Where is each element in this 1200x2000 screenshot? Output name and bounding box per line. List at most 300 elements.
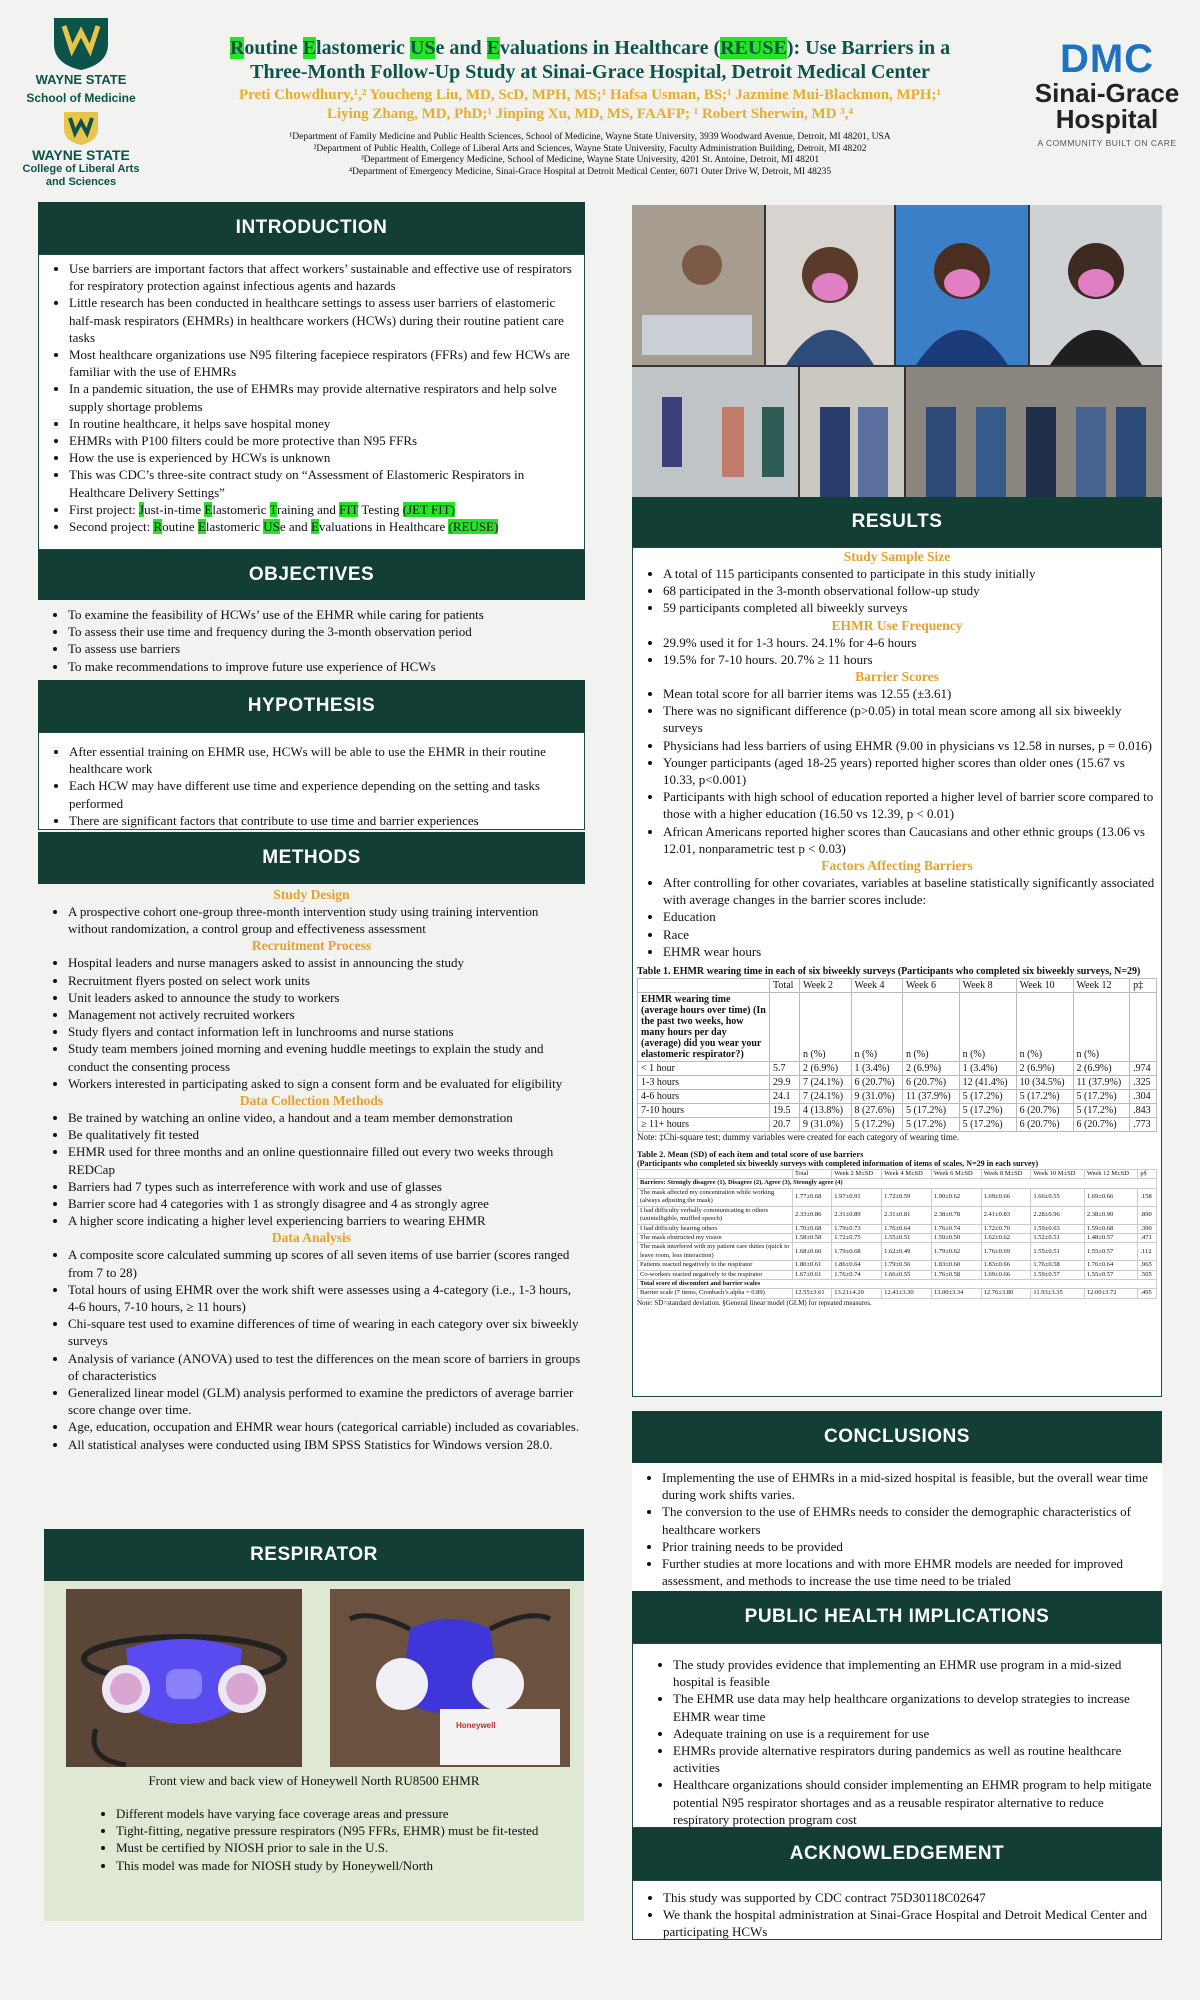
table-cell: 1.76±0.58 <box>931 1270 981 1279</box>
table-cell: 2.38±0.78 <box>931 1206 981 1224</box>
table-cell: n (%) <box>851 993 903 1062</box>
table-cell: 1.77±0.68 <box>793 1188 832 1206</box>
table-header: Week 12 <box>1073 979 1130 993</box>
subheading: Factors Affecting Barriers <box>821 858 973 874</box>
table-cell: 4-6 hours <box>638 1090 770 1104</box>
table-row <box>638 1090 1157 1104</box>
table-cell: 1.62±0.49 <box>882 1243 932 1261</box>
acknowledgement-list <box>637 1889 1157 1941</box>
table-group-label: Total score of discomfort and barrier scales <box>638 1279 1157 1288</box>
table-cell: 6 (20.7%) <box>851 1076 903 1090</box>
table-row <box>638 1261 1157 1270</box>
table-cell: 1.76±0.74 <box>931 1224 981 1233</box>
table-cell: EHMR wearing time (average hours over time) (In the past two weeks, how many hours per day (average) did you wear your elastomeric respirator?) <box>638 993 770 1062</box>
list-item: • Must be certified by NIOSH prior to sale in the U.S. <box>116 1839 566 1856</box>
list-item: • Be qualitatively fit tested <box>68 1126 581 1143</box>
methods-header: METHODS <box>38 832 585 884</box>
table1-caption: Table 1. EHMR wearing time in each of six biweekly surveys (Participants who completed six biweekly surveys, N=29) <box>637 966 1141 978</box>
table-cell: .505 <box>1138 1270 1157 1279</box>
table-header: Week 10 <box>1016 979 1073 993</box>
table-cell: 6 (20.7%) <box>903 1076 960 1090</box>
table-cell: .112 <box>1138 1243 1157 1261</box>
table-cell: 2.41±0.83 <box>981 1206 1031 1224</box>
respirator-back-photo <box>330 1589 570 1767</box>
dmc-logo <box>1032 38 1182 148</box>
list-item: • African Americans reported higher scores than Caucasians and other ethnic groups (13.06 vs 12.01, nonparametric test p < 0.03) <box>663 823 1157 857</box>
list-item: • The conversion to the use of EHMRs needs to consider the demographic characteristics of healthcare workers <box>662 1503 1158 1537</box>
table-cell: 2.28±0.96 <box>1031 1206 1084 1224</box>
recruitment-list <box>42 954 581 1092</box>
table-header <box>638 1170 793 1179</box>
table-row <box>638 1224 1157 1233</box>
sample-list <box>637 565 1157 617</box>
table-cell: 1.62±0.62 <box>981 1233 1031 1242</box>
dmc-tagline: A COMMUNITY BUILT ON CARE <box>1037 138 1177 148</box>
title-part: outine <box>244 37 303 59</box>
table-cell: 1.69±0.66 <box>981 1188 1031 1206</box>
subheading: Barrier Scores <box>855 669 939 685</box>
table-group-label: Barriers: Strongly disagree (1), Disagree (2), Agree (3), Strongly agree (4) <box>638 1179 1157 1188</box>
table-cell: 7 (24.1%) <box>800 1090 852 1104</box>
list-item: • 19.5% for 7-10 hours. 20.7% ≥ 11 hours <box>663 651 1157 668</box>
table-row <box>638 1206 1157 1224</box>
text-part: E <box>197 519 206 535</box>
factors-list <box>637 874 1157 960</box>
table-cell: 1.58±0.58 <box>793 1233 832 1242</box>
table2-wrap <box>637 1149 1157 1308</box>
list-item: • Recruitment flyers posted on select work units <box>68 972 581 989</box>
list-item: • After essential training on EHMR use, HCWs will be able to use the EHMR in their routine healthcare work <box>69 743 580 777</box>
table-cell: 5.7 <box>770 1062 800 1076</box>
list-item: • Tight-fitting, negative pressure respirators (N95 FFRs, EHMR) must be fit-tested <box>116 1822 566 1839</box>
table2-caption: Table 2. Mean (SD) of each item and total score of use barriers <box>637 1149 864 1160</box>
analysis-list <box>42 1246 581 1452</box>
subheading: Recruitment Process <box>251 938 372 954</box>
results-box <box>632 547 1162 1397</box>
title-part: e and <box>435 37 487 59</box>
table-cell: 1.90±0.62 <box>931 1188 981 1206</box>
table-cell: 12.00±3.72 <box>1084 1289 1137 1298</box>
list-item: • EHMRs with P100 filters could be more protective than N95 FFRs <box>69 432 580 449</box>
list-item: • Management not actively recruited workers <box>68 1006 581 1023</box>
table-cell: 1.70±0.68 <box>793 1224 832 1233</box>
list-item: • Analysis of variance (ANOVA) used to test the differences on the mean score of barriers in groups of characteristics <box>68 1350 581 1384</box>
authors-line1: Preti Chowdhury,¹,² Youcheng Liu, MD, ScD, MPH, MS;¹ Hafsa Usman, BS;¹ Jazmine Mui-Blackmon, MPH;¹ <box>238 87 942 103</box>
table-cell: 1.59±0.68 <box>1084 1224 1137 1233</box>
list-item: • A higher score indicating a higher level experiencing barriers to wearing EHMR <box>68 1212 581 1229</box>
table-cell: 1.76±0.64 <box>1084 1261 1137 1270</box>
poster-header <box>0 0 1200 195</box>
table-cell: 1.68±0.60 <box>793 1243 832 1261</box>
table-cell: 1.67±0.61 <box>793 1270 832 1279</box>
table-cell: 1.72±0.75 <box>832 1233 882 1242</box>
table-cell: 5 (17.2%) <box>1073 1090 1130 1104</box>
table-cell: 7 (24.1%) <box>800 1076 852 1090</box>
table-cell: 12.41±3.30 <box>882 1289 932 1298</box>
text-part: First project: <box>69 501 140 517</box>
hypothesis-box <box>38 732 585 830</box>
list-item: • To assess use barriers <box>68 640 581 657</box>
table-cell: 5 (17.2%) <box>1016 1090 1073 1104</box>
table-cell: 12.76±3.80 <box>981 1289 1031 1298</box>
text-part: lastomeric <box>212 501 270 517</box>
title-part: ): Use Barriers in a <box>786 37 951 59</box>
table-cell: 1.72±0.59 <box>882 1188 932 1206</box>
table-cell: 1.83±0.60 <box>931 1261 981 1270</box>
subheading: Study Sample Size <box>843 549 951 564</box>
honeywell-box-label: Honeywell <box>456 1721 496 1730</box>
table-cell: 9 (31.0%) <box>800 1118 852 1132</box>
table-cell: 1.48±0.57 <box>1084 1233 1137 1242</box>
list-item: • EHMRs provide alternative respirators during pandemics as well as routine healthcare activities <box>673 1742 1157 1776</box>
table-cell: 20.7 <box>770 1118 800 1132</box>
objectives-box <box>38 600 585 680</box>
table-cell: 1.72±0.70 <box>981 1224 1031 1233</box>
table-cell: 8 (27.6%) <box>851 1104 903 1118</box>
affiliation: ³Department of Emergency Medicine, School of Medicine, Wayne State University, 4201 St. Antoine, Detroit, MI 48201 <box>360 155 820 165</box>
list-item: • A composite score calculated summing up scores of all seven items of use barrier (scores ranged from 7 to 28) <box>68 1246 581 1280</box>
photo <box>1030 205 1162 365</box>
table-header: Total <box>770 979 800 993</box>
study-design-list <box>42 903 581 937</box>
table-cell: .965 <box>1138 1261 1157 1270</box>
table1-wrap <box>637 966 1157 1143</box>
table-header: Week 2 M±SD <box>832 1170 882 1179</box>
conclusions-header: CONCLUSIONS <box>632 1411 1162 1463</box>
table-cell: .773 <box>1130 1118 1157 1132</box>
table-cell: 1.79±0.73 <box>832 1224 882 1233</box>
affiliations <box>160 132 1020 178</box>
table-cell: .495 <box>1138 1289 1157 1298</box>
list-item: • This was CDC’s three-site contract study on “Assessment of Elastomeric Respirators in Healthcare Delivery Settings” <box>69 466 580 500</box>
affiliation: ¹Department of Family Medicine and Public Health Sciences, School of Medicine, Wayne State University, 3939 Woodward Avenue, Detroit, MI 48201, USA <box>289 132 891 142</box>
table-header: Week 12 M±SD <box>1084 1170 1137 1179</box>
implications-list <box>647 1656 1157 1828</box>
list-item: • Barriers had 7 types such as interreference with work and use of glasses <box>68 1178 581 1195</box>
table-row <box>638 1076 1157 1090</box>
title-part: US <box>409 37 436 59</box>
acknowledgement-box <box>632 1880 1162 1940</box>
text-part: valuations in Healthcare <box>318 519 449 535</box>
table-header: p§ <box>1138 1170 1157 1179</box>
subheading: Data Collection Methods <box>239 1093 384 1109</box>
respirator-box <box>44 1581 584 1921</box>
affiliation: ²Department of Public Health, College of Liberal Arts and Sciences, Wayne State University, Faculty Administration Building, Detroit, MI 48202 <box>313 143 867 154</box>
photo <box>632 367 798 497</box>
title-part: valuations in Healthcare ( <box>499 37 721 59</box>
respirator-list <box>82 1805 566 1874</box>
table-cell: 1.79±0.56 <box>882 1261 932 1270</box>
table-row <box>638 1270 1157 1279</box>
table-header-row <box>638 1170 1157 1179</box>
table-cell: .158 <box>1138 1188 1157 1206</box>
methods-box <box>38 884 585 1529</box>
wayne-state-name: WAYNE STATE <box>32 147 130 163</box>
list-item: • To examine the feasibility of HCWs’ use of the EHMR while caring for patients <box>68 606 581 623</box>
table-cell: 5 (17.2%) <box>903 1104 960 1118</box>
table-cell: The mask interfered with my patient care duties (quick to leave room, less interaction) <box>638 1243 793 1261</box>
table-cell: 1.52±0.51 <box>1031 1233 1084 1242</box>
table-cell: 5 (17.2%) <box>959 1118 1016 1132</box>
table-cell: 1.97±0.91 <box>832 1188 882 1206</box>
list-item: • 59 participants completed all biweekly surveys <box>663 599 1157 616</box>
table-cell: 2.31±0.81 <box>882 1206 932 1224</box>
list-item: • 68 participated in the 3-month observational follow-up study <box>663 582 1157 599</box>
list-item: • Hospital leaders and nurse managers asked to assist in announcing the study <box>68 954 581 971</box>
table-row <box>638 1188 1157 1206</box>
respirator-caption: Front view and back view of Honeywell North RU8500 EHMR <box>148 1773 480 1788</box>
table-cell: 1 (3.4%) <box>851 1062 903 1076</box>
table-header-row <box>638 979 1157 993</box>
table-cell: 1.55±0.51 <box>1031 1243 1084 1261</box>
table-cell: 11 (37.9%) <box>1073 1076 1130 1090</box>
table-cell: 1.76±0.74 <box>832 1270 882 1279</box>
respirator-front-photo <box>66 1589 302 1767</box>
table-row <box>638 1279 1157 1288</box>
wayne-state-logo <box>16 14 146 188</box>
list-item: • We thank the hospital administration at Sinai-Grace Hospital and Detroit Medical Center and participating HCWs <box>663 1906 1157 1940</box>
list-item: • Chi-square test used to examine differences of time of wearing in each category over six biweekly surveys <box>68 1315 581 1349</box>
list-item: • To assess their use time and frequency during the 3-month observation period <box>68 623 581 640</box>
table-cell: 1.76±0.69 <box>981 1243 1031 1261</box>
table-row <box>638 1233 1157 1242</box>
college-label: College of Liberal Arts and Sciences <box>22 163 140 188</box>
table-header: Week 8 M±SD <box>981 1170 1031 1179</box>
text-part: Second project: <box>69 519 154 535</box>
table2-note: Note: SD=standard deviation. §General linear model (GLM) for repeated measures. <box>637 1298 872 1307</box>
list-item: • There are significant factors that contribute to use time and barrier experiences <box>69 812 580 829</box>
table2-caption-sub: (Participants who completed six biweekly surveys with completed information of items of scales, N=29 in each survey) <box>637 1159 1039 1169</box>
table-cell: 19.5 <box>770 1104 800 1118</box>
wayne-state-shield-icon <box>50 14 112 72</box>
table-cell: 11 (37.9%) <box>903 1090 960 1104</box>
list-item: • Study team members joined morning and evening huddle meetings to explain the study and conduct the consenting process <box>68 1040 581 1074</box>
list-item: • Workers interested in participating asked to sign a consent form and be evaluated for eligibility <box>68 1075 581 1092</box>
list-item <box>69 518 580 535</box>
text-part: J <box>139 501 145 517</box>
list-item: • This model was made for NIOSH study by Honeywell/North <box>116 1857 566 1874</box>
table-cell: 1.59±0.63 <box>1031 1224 1084 1233</box>
list-item: • There was no significant difference (p>0.05) in total mean score among all six biweekly surveys <box>663 702 1157 736</box>
list-item: • Younger participants (aged 18-25 years) reported higher scores than older ones (15.67 vs 10.33, p<0.001) <box>663 754 1157 788</box>
wayne-state-wordmark: WAYNE STATE <box>35 72 127 87</box>
table-cell: 12.55±3.61 <box>793 1289 832 1298</box>
conclusions-list <box>636 1469 1158 1589</box>
list-item: • Education <box>663 908 1157 925</box>
title-part: E <box>302 37 317 59</box>
list-item: • Different models have varying face coverage areas and pressure <box>116 1805 566 1822</box>
table-cell: 2 (6.9%) <box>1016 1062 1073 1076</box>
table-cell: n (%) <box>800 993 852 1062</box>
table-cell: Patients reacted negatively to the respirator <box>638 1261 793 1270</box>
table-cell: 2.33±0.86 <box>793 1206 832 1224</box>
text-part: Testing <box>358 501 403 517</box>
list-item: • Little research has been conducted in healthcare settings to assess user barriers of elastomeric half-mask respirators (EHMRs) in healthcare workers (HCWs) during their routine patient care tasks <box>69 294 580 346</box>
table-header: Week 2 <box>800 979 852 993</box>
photo <box>800 367 904 497</box>
text-part: raining and <box>277 501 340 517</box>
table-cell: 9 (31.0%) <box>851 1090 903 1104</box>
table-cell <box>770 993 800 1062</box>
list-item: • Prior training needs to be provided <box>662 1538 1158 1555</box>
table-cell: 1.79±0.68 <box>832 1243 882 1261</box>
table1 <box>637 978 1157 1132</box>
photo <box>906 367 1162 497</box>
table-row <box>638 1118 1157 1132</box>
table2 <box>637 1169 1157 1299</box>
table-cell: 5 (17.2%) <box>851 1118 903 1132</box>
introduction-box <box>38 254 585 550</box>
table-cell: 1-3 hours <box>638 1076 770 1090</box>
table-cell: .390 <box>1138 1224 1157 1233</box>
table-cell: 1.76±0.64 <box>882 1224 932 1233</box>
results-header: RESULTS <box>632 497 1162 547</box>
table-cell: 4 (13.8%) <box>800 1104 852 1118</box>
table-row <box>638 1243 1157 1261</box>
title-part: REUSE <box>720 37 787 59</box>
table2-body <box>638 1188 1157 1279</box>
list-item <box>69 501 580 518</box>
list-item: • A total of 115 participants consented to participate in this study initially <box>663 565 1157 582</box>
table-cell: 13.00±3.34 <box>931 1289 981 1298</box>
title-part: E <box>486 37 500 59</box>
list-item: • Further studies at more locations and with more EHMR models are needed for improved assessment, and methods to increase the use time need to be trialed <box>662 1555 1158 1589</box>
table-cell: 5 (17.2%) <box>1073 1104 1130 1118</box>
table-cell: 2 (6.9%) <box>800 1062 852 1076</box>
table-cell: .304 <box>1130 1090 1157 1104</box>
list-item: • EHMR used for three months and an online questionnaire filled out every two weeks through REDCap <box>68 1143 581 1177</box>
list-item: • Physicians had less barriers of using EHMR (9.00 in physicians vs 12.58 in nurses, p = 0.016) <box>663 737 1157 754</box>
table1-body <box>638 1062 1157 1132</box>
photo <box>632 205 764 365</box>
right-column <box>632 205 1162 1940</box>
table-header: Week 6 M±SD <box>931 1170 981 1179</box>
list-item: • Barrier score had 4 categories with 1 as strongly disagree and 4 as strongly agree <box>68 1195 581 1212</box>
table-header: p‡ <box>1130 979 1157 993</box>
table-cell: 24.1 <box>770 1090 800 1104</box>
table-row <box>638 993 1157 1062</box>
text-part: FIT <box>339 501 359 517</box>
table-cell: 1.55±0.57 <box>1084 1243 1137 1261</box>
list-item: • Mean total score for all barrier items was 12.55 (±3.61) <box>663 685 1157 702</box>
list-item: • How the use is experienced by HCWs is unknown <box>69 449 580 466</box>
list-item: • Race <box>663 926 1157 943</box>
text-part: E <box>204 501 213 517</box>
list-item: • After controlling for other covariates, variables at baseline statistically significantly associated with average changes in the barrier scores include: <box>663 874 1157 908</box>
table-cell: 1.69±0.66 <box>1084 1188 1137 1206</box>
list-item: • The study provides evidence that implementing an EHMR use program in a mid-sized hospital is feasible <box>673 1656 1157 1690</box>
table-cell: 2 (6.9%) <box>903 1062 960 1076</box>
list-item: • Each HCW may have different use time and experience depending on the setting and tasks performed <box>69 777 580 811</box>
table-header: Week 10 M±SD <box>1031 1170 1084 1179</box>
introduction-header: INTRODUCTION <box>38 202 585 254</box>
table-cell: < 1 hour <box>638 1062 770 1076</box>
list-item: • Be trained by watching an online video, a handout and a team member demonstration <box>68 1109 581 1126</box>
table-cell: 1.66±0.55 <box>1031 1188 1084 1206</box>
list-item: • Healthcare organizations should consider implementing an EHMR program to help mitigate potential N95 respirator shortages and as a reusable respirator alternative to reduce respiratory protection program cost <box>673 1776 1157 1828</box>
list-item: • Total hours of using EHMR over the work shift were assesses using a 4-category (i.e., 1-3 hours, 4-6 hours, 7-10 hours, ≥ 11 hours) <box>68 1281 581 1315</box>
table-cell: .974 <box>1130 1062 1157 1076</box>
acknowledgement-header: ACKNOWLEDGEMENT <box>632 1828 1162 1880</box>
conclusions-box <box>632 1463 1162 1591</box>
collection-list <box>42 1109 581 1229</box>
participant-photos <box>632 205 1162 497</box>
poster-title-block <box>160 36 1020 178</box>
list-item: • Implementing the use of EHMRs in a mid-sized hospital is feasible, but the overall wear time during work shifts varies. <box>662 1469 1158 1503</box>
table-cell: 2.38±0.90 <box>1084 1206 1137 1224</box>
table-cell: 1.76±0.58 <box>1031 1261 1084 1270</box>
table-cell: Barrier scale (7 items, Cronbach’s alpha = 0.89) <box>638 1289 793 1298</box>
table-cell: 13.21±4.20 <box>832 1289 882 1298</box>
dmc-hospital-name: Hospital <box>1055 104 1159 134</box>
text-part: lastomeric <box>205 519 264 535</box>
text-part: e and <box>279 519 311 535</box>
list-item: • Participants with high school of education reported a higher level of barrier score compared to those with a higher education (16.50 vs 12.39, p < 0.01) <box>663 788 1157 822</box>
table-cell: n (%) <box>959 993 1016 1062</box>
table-cell: 5 (17.2%) <box>903 1118 960 1132</box>
table-cell: 5 (17.2%) <box>959 1104 1016 1118</box>
list-item: • 29.9% used it for 1-3 hours. 24.1% for 4-6 hours <box>663 634 1157 651</box>
table-header: Week 4 M±SD <box>882 1170 932 1179</box>
photo <box>766 205 894 365</box>
subheading: Study Design <box>273 887 350 902</box>
table-cell: 6 (20.7%) <box>1016 1118 1073 1132</box>
table-cell: The mask obstructed my vision <box>638 1233 793 1242</box>
left-column <box>38 202 585 1921</box>
table-cell: .325 <box>1130 1076 1157 1090</box>
table-cell: 1.79±0.62 <box>931 1243 981 1261</box>
table-cell: 29.9 <box>770 1076 800 1090</box>
list-item: • Age, education, occupation and EHMR wear hours (categorical carriable) included as covariables. <box>68 1418 581 1435</box>
title-part: R <box>229 37 245 59</box>
text-part: R <box>153 519 163 535</box>
table-header: Week 8 <box>959 979 1016 993</box>
table-cell: Co-workers reacted negatively to the respirator <box>638 1270 793 1279</box>
table-cell: n (%) <box>1016 993 1073 1062</box>
text-part: outine <box>162 519 198 535</box>
subheading: Data Analysis <box>271 1230 352 1246</box>
table-header: Total <box>793 1170 832 1179</box>
list-item: • Generalized linear model (GLM) analysis performed to examine the predictors of average barrier score change over time. <box>68 1384 581 1418</box>
table-cell: 1.55±0.57 <box>1084 1270 1137 1279</box>
list-item: • Adequate training on use is a requirement for use <box>673 1725 1157 1742</box>
table-cell: ≥ 11+ hours <box>638 1118 770 1132</box>
list-item: • All statistical analyses were conducted using IBM SPSS Statistics for Windows version 28.0. <box>68 1436 581 1453</box>
authors-line2: Liying Zhang, MD, PhD;¹ Jinping Xu, MD, MS, FAAFP; ¹ Robert Sherwin, MD ³,⁴ <box>326 106 854 122</box>
text-part: E <box>310 519 319 535</box>
text-part: (REUSE) <box>448 519 499 535</box>
table-row <box>638 1104 1157 1118</box>
table-cell: .843 <box>1130 1104 1157 1118</box>
hypothesis-header: HYPOTHESIS <box>38 680 585 732</box>
implications-header: PUBLIC HEALTH IMPLICATIONS <box>632 1591 1162 1643</box>
table-row <box>638 1289 1157 1298</box>
implications-box <box>632 1643 1162 1828</box>
dmc-wordmark: DMC <box>1059 37 1155 81</box>
title-part: lastomeric <box>316 37 410 59</box>
objectives-list <box>42 606 581 675</box>
introduction-list <box>43 260 580 535</box>
poster-title-line2: Three-Month Follow-Up Study at Sinai-Grace Hospital, Detroit Medical Center <box>250 61 930 83</box>
list-item: • A prospective cohort one-group three-month intervention study using training intervention without randomization, a control group and effectiveness assessment <box>68 903 581 937</box>
table-cell: 12 (41.4%) <box>959 1076 1016 1090</box>
table-cell: 6 (20.7%) <box>1073 1118 1130 1132</box>
barrier-list <box>637 685 1157 857</box>
dmc-hospital-name: Sinai-Grace <box>1034 78 1180 108</box>
school-of-medicine-label: School of Medicine <box>26 91 136 105</box>
table-cell: 1.55±0.51 <box>882 1233 932 1242</box>
poster-title-line1 <box>160 36 1020 60</box>
